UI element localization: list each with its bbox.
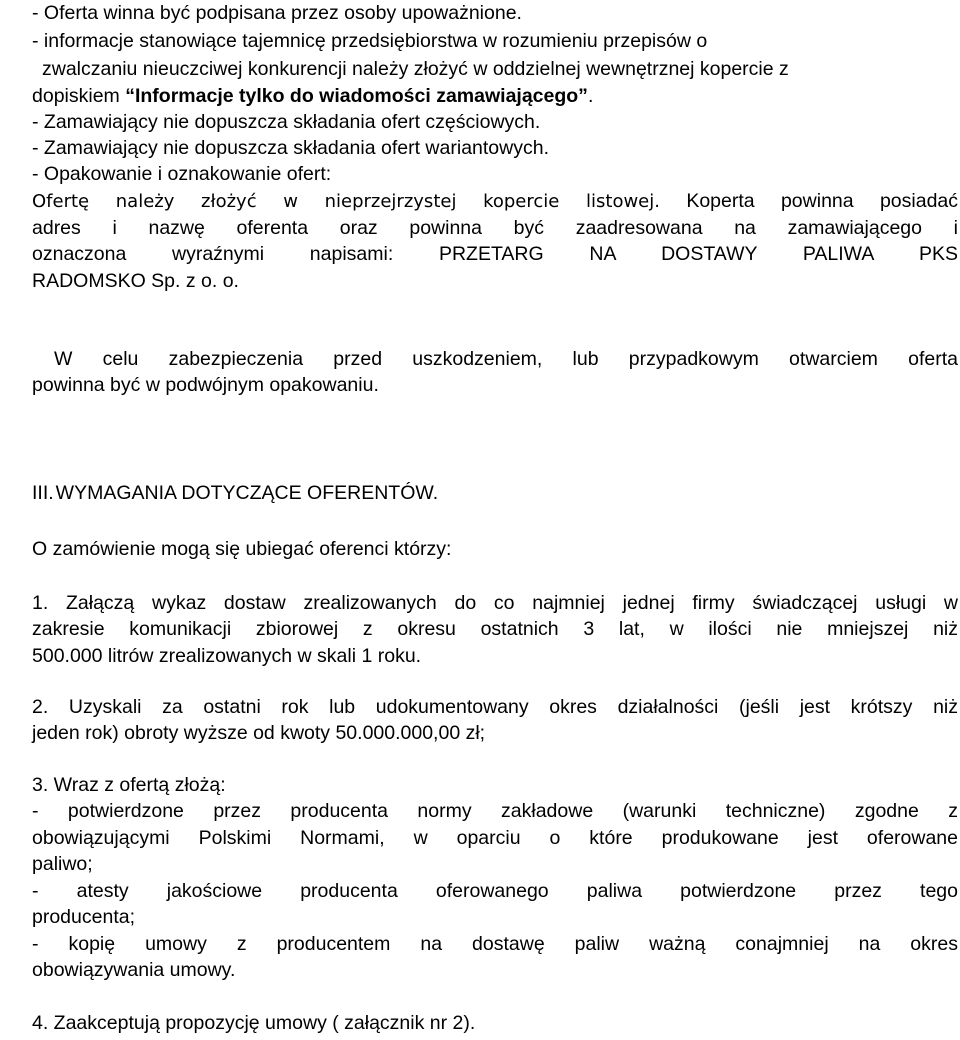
text-fragment: . — [587, 85, 594, 107]
text-line: adres i nazwę oferenta oraz powinna być zaadresowana na zamawiającego i — [32, 217, 958, 239]
text-line: 500.000 litrów zrealizowanych w skali 1 roku. — [32, 645, 422, 667]
text-line: zakresie komunikacji zbiorowej z okresu ostatnich 3 lat, w ilości nie mniejszej niż — [32, 618, 958, 640]
text-line: - informacje stanowiące tajemnicę przedsiębiorstwa w rozumieniu przepisów o — [32, 30, 708, 52]
text-fragment: Koperta powinna posiadać — [659, 190, 959, 212]
text-line: oznaczona wyraźnymi napisami: PRZETARG NA DOSTAWY PALIWA PKS — [32, 243, 958, 265]
text-line: - kopię umowy z producentem na dostawę paliw ważną conajmniej na okres — [32, 933, 958, 955]
text-line: RADOMSKO Sp. z o. o. — [32, 270, 239, 292]
section-heading — [32, 480, 438, 506]
text-line: - Opakowanie i oznakowanie ofert: — [32, 163, 332, 185]
list-item: 2. Uzyskali za ostatni rok lub udokumentowany okres działalności (jeśli jest krótszy niż — [32, 696, 958, 718]
text-line: - potwierdzone przez producenta normy zakładowe (warunki techniczne) zgodne z — [32, 800, 958, 822]
text-line — [32, 346, 958, 372]
list-item: 1. Załączą wykaz dostaw zrealizowanych do co najmniej jednej firmy świadczącej usługi w — [32, 592, 958, 614]
section-title: WYMAGANIA DOTYCZĄCE OFERENTÓW. — [55, 482, 439, 504]
text-line: powinna być w podwójnym opakowaniu. — [32, 374, 379, 396]
text-fragment: dopiskiem — [32, 85, 126, 107]
text-line: - atesty jakościowe producenta oferowanego paliwa potwierdzone przez tego — [32, 880, 958, 902]
list-item: 3. Wraz z ofertą złożą: — [32, 774, 226, 796]
text-line: - Oferta winna być podpisana przez osoby upoważnione. — [32, 2, 522, 24]
text-line: obowiązywania umowy. — [32, 959, 236, 981]
intro-text: O zamówienie mogą się ubiegać oferenci którzy: — [32, 538, 452, 560]
list-item: 4. Zaakceptują propozycję umowy ( załącznik nr 2). — [32, 1012, 476, 1034]
text-line: producenta; — [32, 906, 135, 928]
text-line — [32, 188, 958, 215]
text-fragment: W celu zabezpieczenia przed uszkodzeniem, lub przypadkowym otwarciem oferta — [54, 348, 958, 370]
text-line: jeden rok) obroty wyższe od kwoty 50.000.000,00 zł; — [32, 722, 486, 744]
bold-text: “Informacje tylko do wiadomości zamawiającego” — [125, 85, 588, 107]
text-line: - Zamawiający nie dopuszcza składania ofert częściowych. — [32, 111, 541, 133]
text-line: zwalczaniu nieuczciwej konkurencji należy złożyć w oddzielnej wewnętrznej kopercie z — [42, 58, 789, 80]
text-line — [32, 83, 593, 109]
text-line: obowiązującymi Polskimi Normami, w oparciu o które produkowane jest oferowane — [32, 827, 958, 849]
text-line: - Zamawiający nie dopuszcza składania ofert wariantowych. — [32, 137, 549, 159]
text-fragment: Ofertę należy złożyć w nieprzejrzystej kopercie listowej. — [32, 191, 660, 212]
section-number: III. — [32, 482, 54, 504]
text-line: paliwo; — [32, 853, 93, 875]
